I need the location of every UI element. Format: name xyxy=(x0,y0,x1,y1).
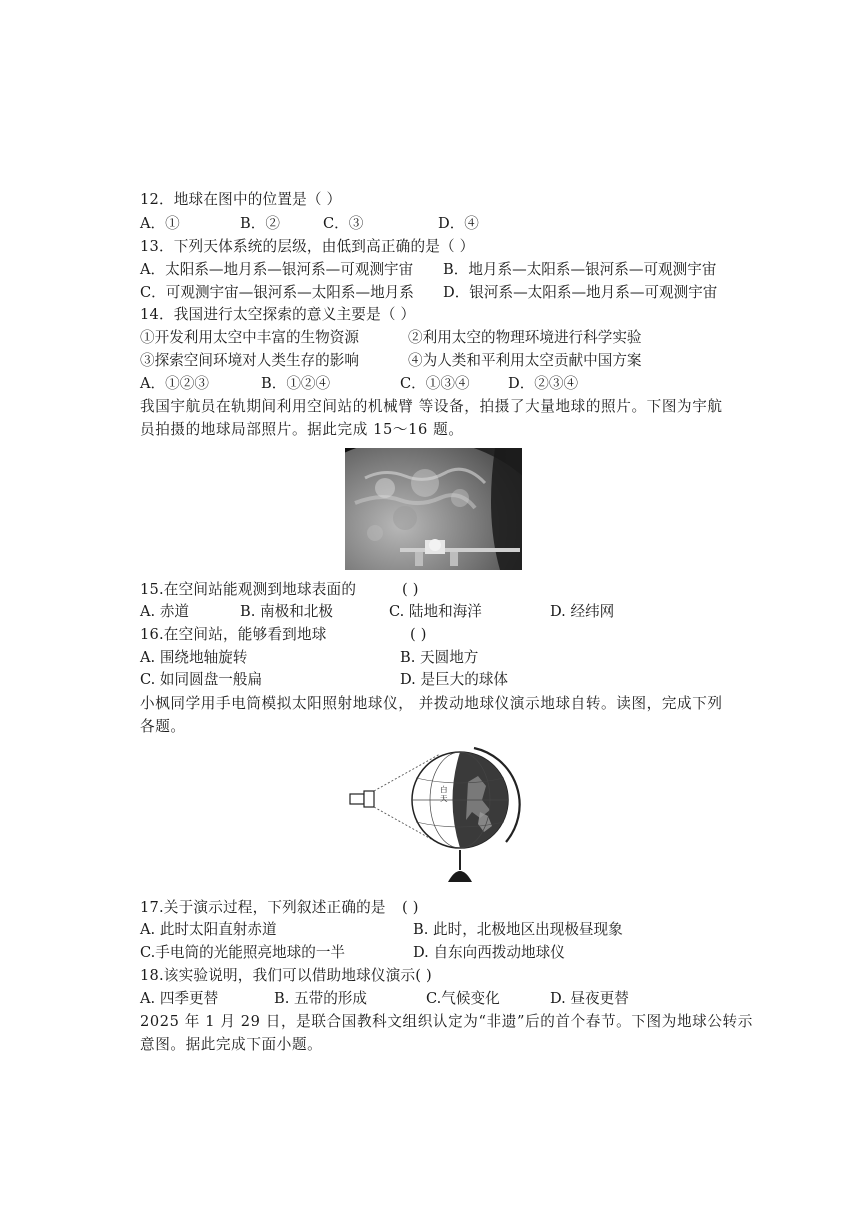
q14-statement-2: ②利用太空的物理环境进行科学实验 xyxy=(408,329,642,346)
q16-option-d: D. 是巨大的球体 xyxy=(400,671,509,688)
q12-stem: 12．地球在图中的位置是（ ） xyxy=(140,191,342,208)
globe-flashlight-graphic xyxy=(340,742,530,890)
q12-option-d: D．④ xyxy=(438,215,479,232)
q14-stem: 14．我国进行太空探索的意义主要是（ ） xyxy=(140,306,416,323)
passage3-line1: 2025 年 1 月 29 日，是联合国教科文组织认定为“非遗”后的首个春节。下图为地球公转示 xyxy=(140,1013,753,1030)
q15-option-d: D. 经纬网 xyxy=(550,603,615,620)
q18-option-b: B. 五带的形成 xyxy=(274,990,367,1007)
passage2-line2: 各题。 xyxy=(140,718,186,735)
q12-option-a: A．① xyxy=(140,215,180,232)
q14-statement-4: ④为人类和平利用太空贡献中国方案 xyxy=(408,352,642,369)
q13-option-c: C．可观测宇宙—银河系—太阳系—地月系 xyxy=(140,284,414,301)
q15-paren: ( ) xyxy=(402,581,419,598)
q18-option-a: A. 四季更替 xyxy=(140,990,219,1007)
q15-stem: 15.在空间站能观测到地球表面的 xyxy=(140,581,357,598)
q13-option-d: D．银河系—太阳系—地月系—可观测宇宙 xyxy=(443,284,718,301)
q13-option-b: B．地月系—太阳系—银河系—可观测宇宙 xyxy=(443,261,717,278)
q18-option-d: D. 昼夜更替 xyxy=(550,990,629,1007)
q17-stem: 17.关于演示过程，下列叙述正确的是 xyxy=(140,899,386,916)
q18-option-c: C.气候变化 xyxy=(426,990,500,1007)
q17-option-a: A. 此时太阳直射赤道 xyxy=(140,921,277,938)
earth-photo-graphic xyxy=(345,448,522,570)
q16-stem: 16.在空间站，能够看到地球 xyxy=(140,626,327,643)
q17-paren: ( ) xyxy=(402,899,419,916)
q16-option-c: C. 如同圆盘一般扁 xyxy=(140,671,263,688)
passage2-line1: 小枫同学用手电筒模拟太阳照射地球仪， 并拨动地球仪演示地球自转。读图，完成下列 xyxy=(140,695,723,712)
q13-stem: 13．下列天体系统的层级，由低到高正确的是（ ） xyxy=(140,238,475,255)
q14-option-c: C．①③④ xyxy=(400,375,470,392)
q15-option-c: C. 陆地和海洋 xyxy=(389,603,482,620)
globe-day-label-char1: 白 xyxy=(440,785,448,794)
q14-option-d: D．②③④ xyxy=(508,375,579,392)
q12-option-b: B．② xyxy=(240,215,280,232)
passage1-line1: 我国宇航员在轨期间利用空间站的机械臂 等设备，拍摄了大量地球的照片。下图为宇航 xyxy=(140,398,723,415)
earth-photo xyxy=(345,448,522,570)
q14-statement-1: ①开发利用太空中丰富的生物资源 xyxy=(140,329,359,346)
q17-option-c: C.手电筒的光能照亮地球的一半 xyxy=(140,944,346,961)
q17-option-b: B. 此时，北极地区出现极昼现象 xyxy=(413,921,623,938)
globe-day-label-char2: 天 xyxy=(440,794,448,803)
q12-option-c: C．③ xyxy=(323,215,364,232)
q15-option-a: A. 赤道 xyxy=(140,603,190,620)
q17-option-d: D. 自东向西拨动地球仪 xyxy=(413,944,565,961)
q16-option-a: A. 围绕地轴旋转 xyxy=(140,649,248,666)
q16-option-b: B. 天圆地方 xyxy=(400,649,479,666)
q15-option-b: B. 南极和北极 xyxy=(240,603,333,620)
q14-option-a: A．①②③ xyxy=(140,375,209,392)
q18-stem: 18.该实验说明，我们可以借助地球仪演示( ) xyxy=(140,967,432,984)
q14-option-b: B．①②④ xyxy=(261,375,331,392)
passage1-line2: 员拍摄的地球局部照片。据此完成 15～16 题。 xyxy=(140,421,464,438)
q16-paren: ( ) xyxy=(410,626,427,643)
q13-option-a: A．太阳系—地月系—银河系—可观测宇宙 xyxy=(140,261,414,278)
passage3-line2: 意图。据此完成下面小题。 xyxy=(140,1036,323,1053)
q14-statement-3: ③探索空间环境对人类生存的影响 xyxy=(140,352,359,369)
globe-flashlight-figure xyxy=(340,742,530,890)
